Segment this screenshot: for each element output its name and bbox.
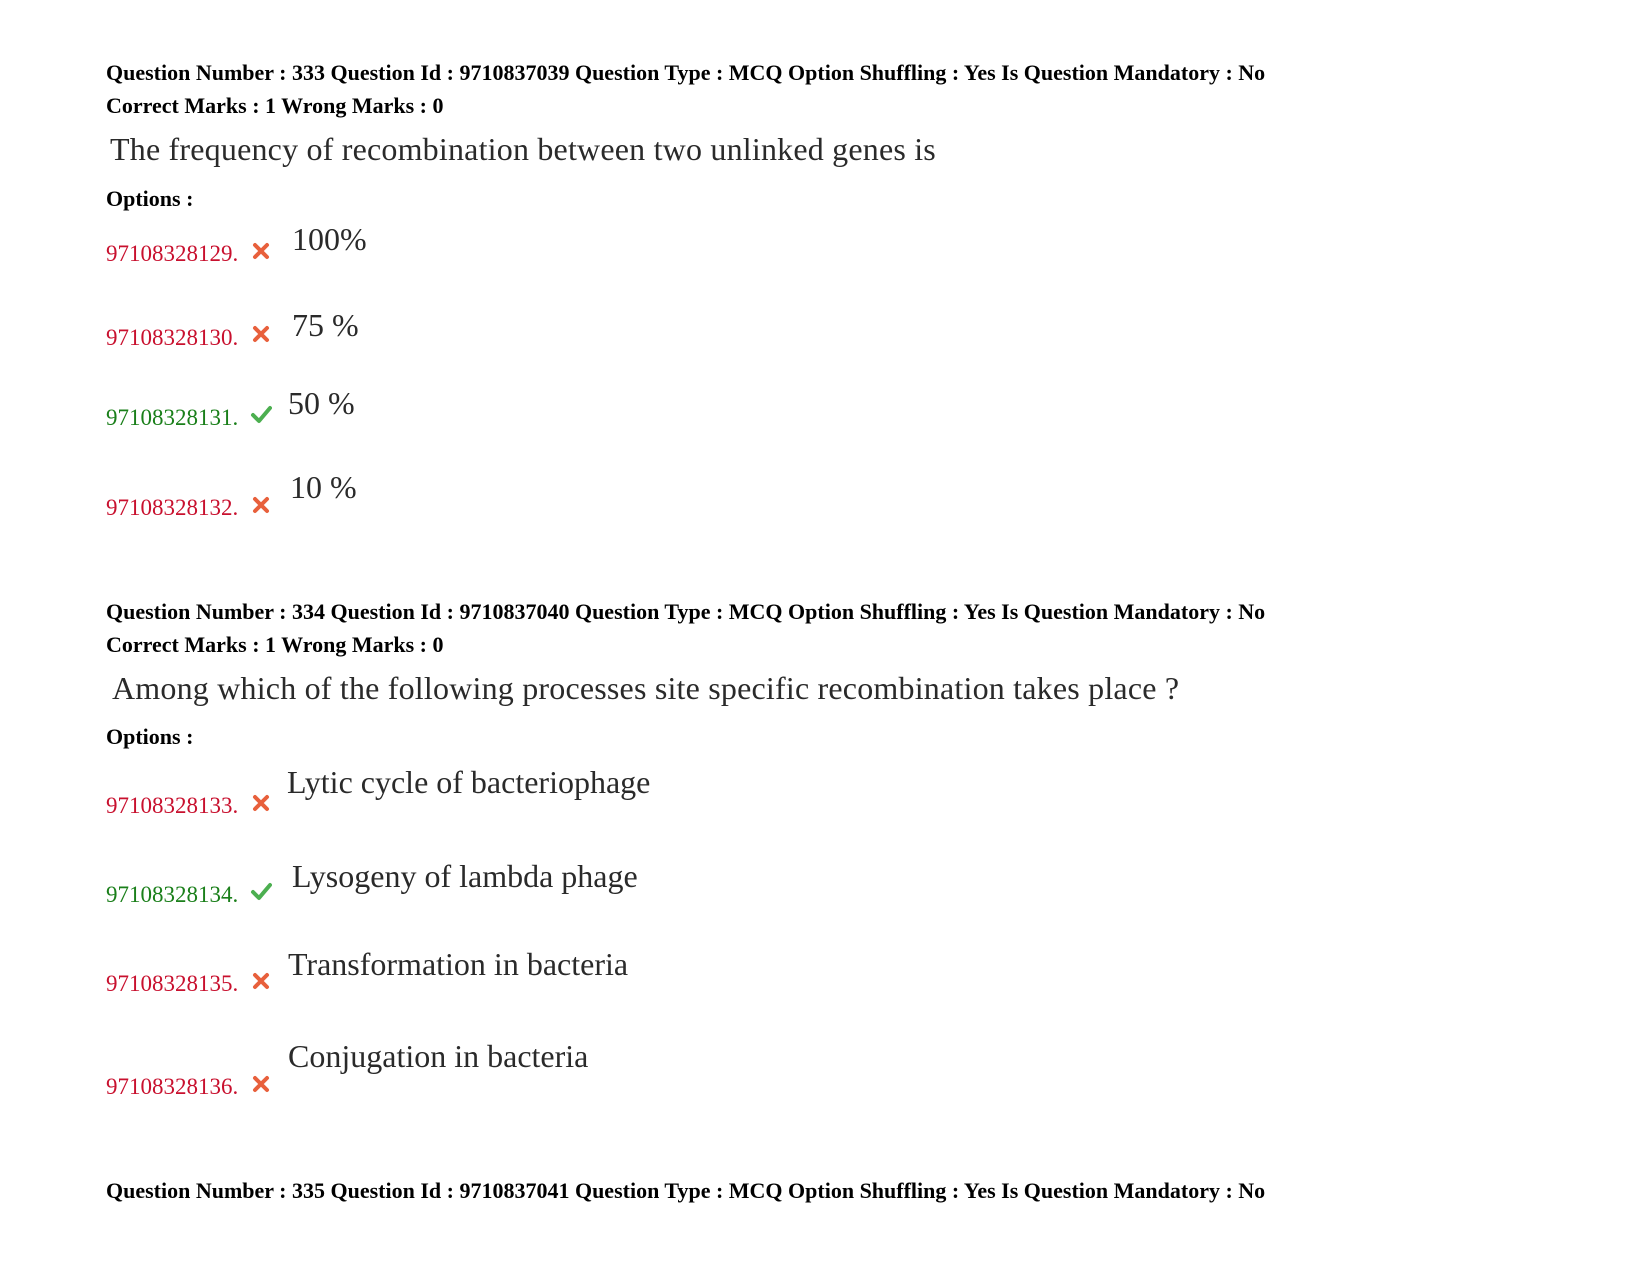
option-id: 97108328132. (106, 495, 239, 520)
cross-icon (250, 792, 272, 814)
cross-icon (250, 494, 272, 516)
question-333-meta: Question Number : 333 Question Id : 9710837039 Question Type : MCQ Option Shuffling : Yes Is Question Mandatory : No (106, 60, 1266, 85)
check-icon (250, 880, 272, 902)
question-333-marks: Correct Marks : 1 Wrong Marks : 0 (106, 93, 444, 118)
option-id: 97108328131. (106, 405, 239, 430)
option-id: 97108328134. (106, 882, 239, 907)
option-text: Lysogeny of lambda phage (292, 858, 638, 894)
option-id: 97108328129. (106, 241, 239, 266)
question-334-meta: Question Number : 334 Question Id : 9710837040 Question Type : MCQ Option Shuffling : Yes Is Question Mandatory : No (106, 599, 1266, 624)
question-334-text: Among which of the following processes site specific recombination takes place ? (112, 670, 1180, 706)
option-id: 97108328130. (106, 325, 239, 350)
question-334-marks: Correct Marks : 1 Wrong Marks : 0 (106, 632, 444, 657)
question-333-options-label: Options : (106, 186, 194, 211)
cross-icon (250, 240, 272, 262)
option-text: 75 % (292, 307, 359, 343)
option-text: 100% (292, 221, 367, 257)
option-text: Conjugation in bacteria (288, 1038, 589, 1074)
cross-icon (250, 970, 272, 992)
option-id: 97108328133. (106, 793, 239, 818)
option-text: Transformation in bacteria (288, 946, 629, 982)
cross-icon (250, 1073, 272, 1095)
option-id: 97108328136. (106, 1074, 239, 1099)
question-334-options-label: Options : (106, 724, 194, 749)
cross-icon (250, 323, 272, 345)
option-text: 50 % (288, 385, 355, 421)
option-text: Lytic cycle of bacteriophage (287, 764, 651, 800)
question-333-text: The frequency of recombination between two unlinked genes is (110, 131, 936, 167)
option-id: 97108328135. (106, 971, 239, 996)
option-text: 10 % (290, 469, 357, 505)
question-335-meta: Question Number : 335 Question Id : 9710837041 Question Type : MCQ Option Shuffling : Yes Is Question Mandatory : No (106, 1178, 1266, 1203)
check-icon (250, 403, 272, 425)
